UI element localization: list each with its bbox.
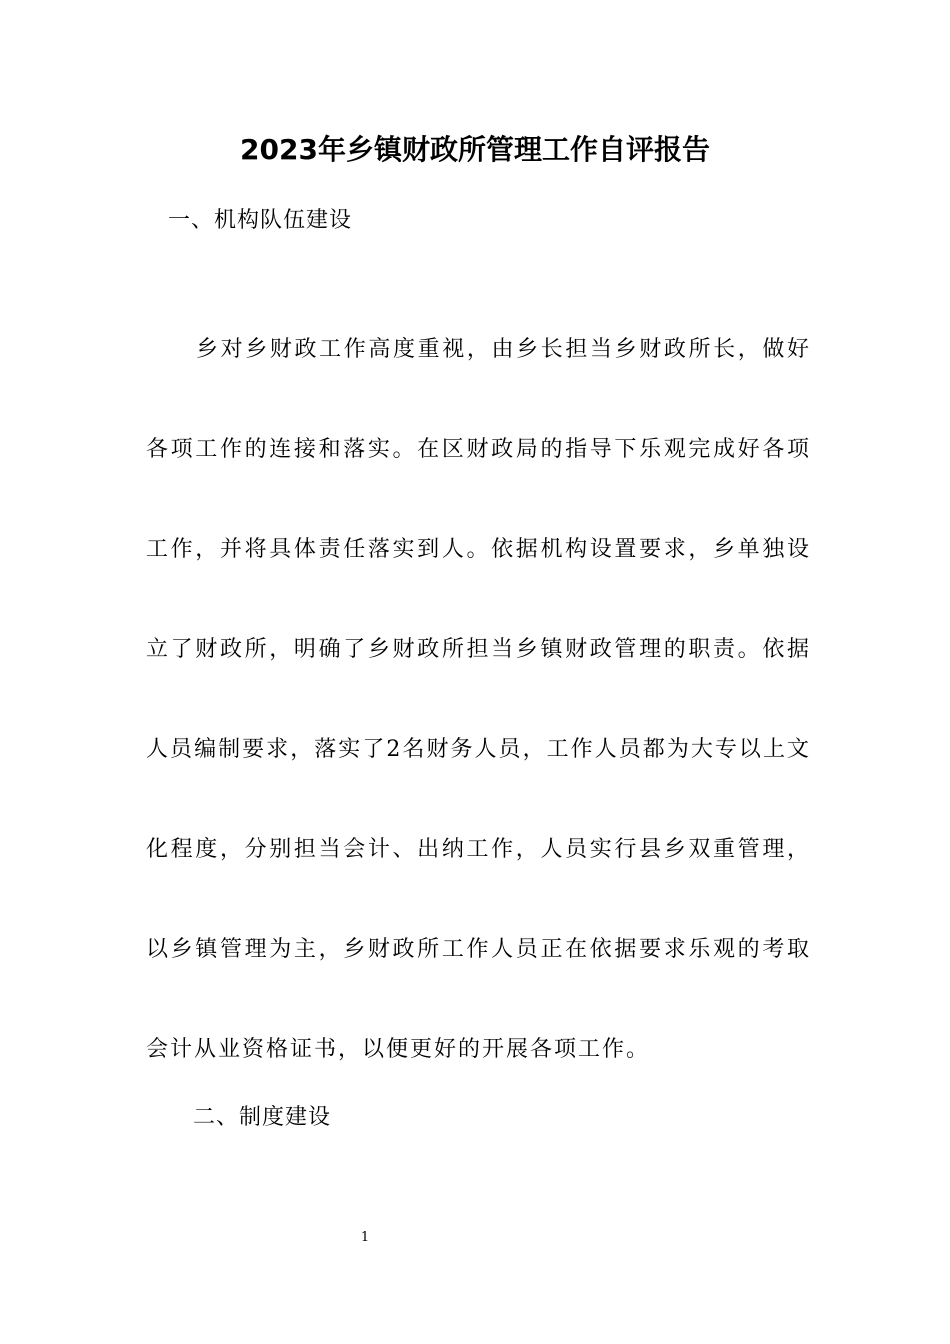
section-1-paragraph: 乡对乡财政工作高度重视，由乡长担当乡财政所长，做好各项工作的连接和落实。在区财政局的指导下乐观完成好各项工作，并将具体责任落实到人。依据机构设置要求，乡单独设立了财政所，明确了乡财政所担当乡镇财政管理的职责。依据人员编制要求，落实了2名财务人员，工作人员都为大专以上文化程度，分别担当会计、出纳工作，人员实行县乡双重管理，以乡镇管理为主，乡财政所工作人员正在依据要求乐观的考取会计从业资格证书，以便更好的开展各项工作。 xyxy=(146,337,811,1062)
section-heading-2: 二、制度建设 xyxy=(193,1105,332,1130)
page-number: 1 xyxy=(360,1230,370,1245)
section-heading-1: 一、机构队伍建设 xyxy=(168,208,353,233)
document-title: 2023年乡镇财政所管理工作自评报告 xyxy=(240,133,710,166)
